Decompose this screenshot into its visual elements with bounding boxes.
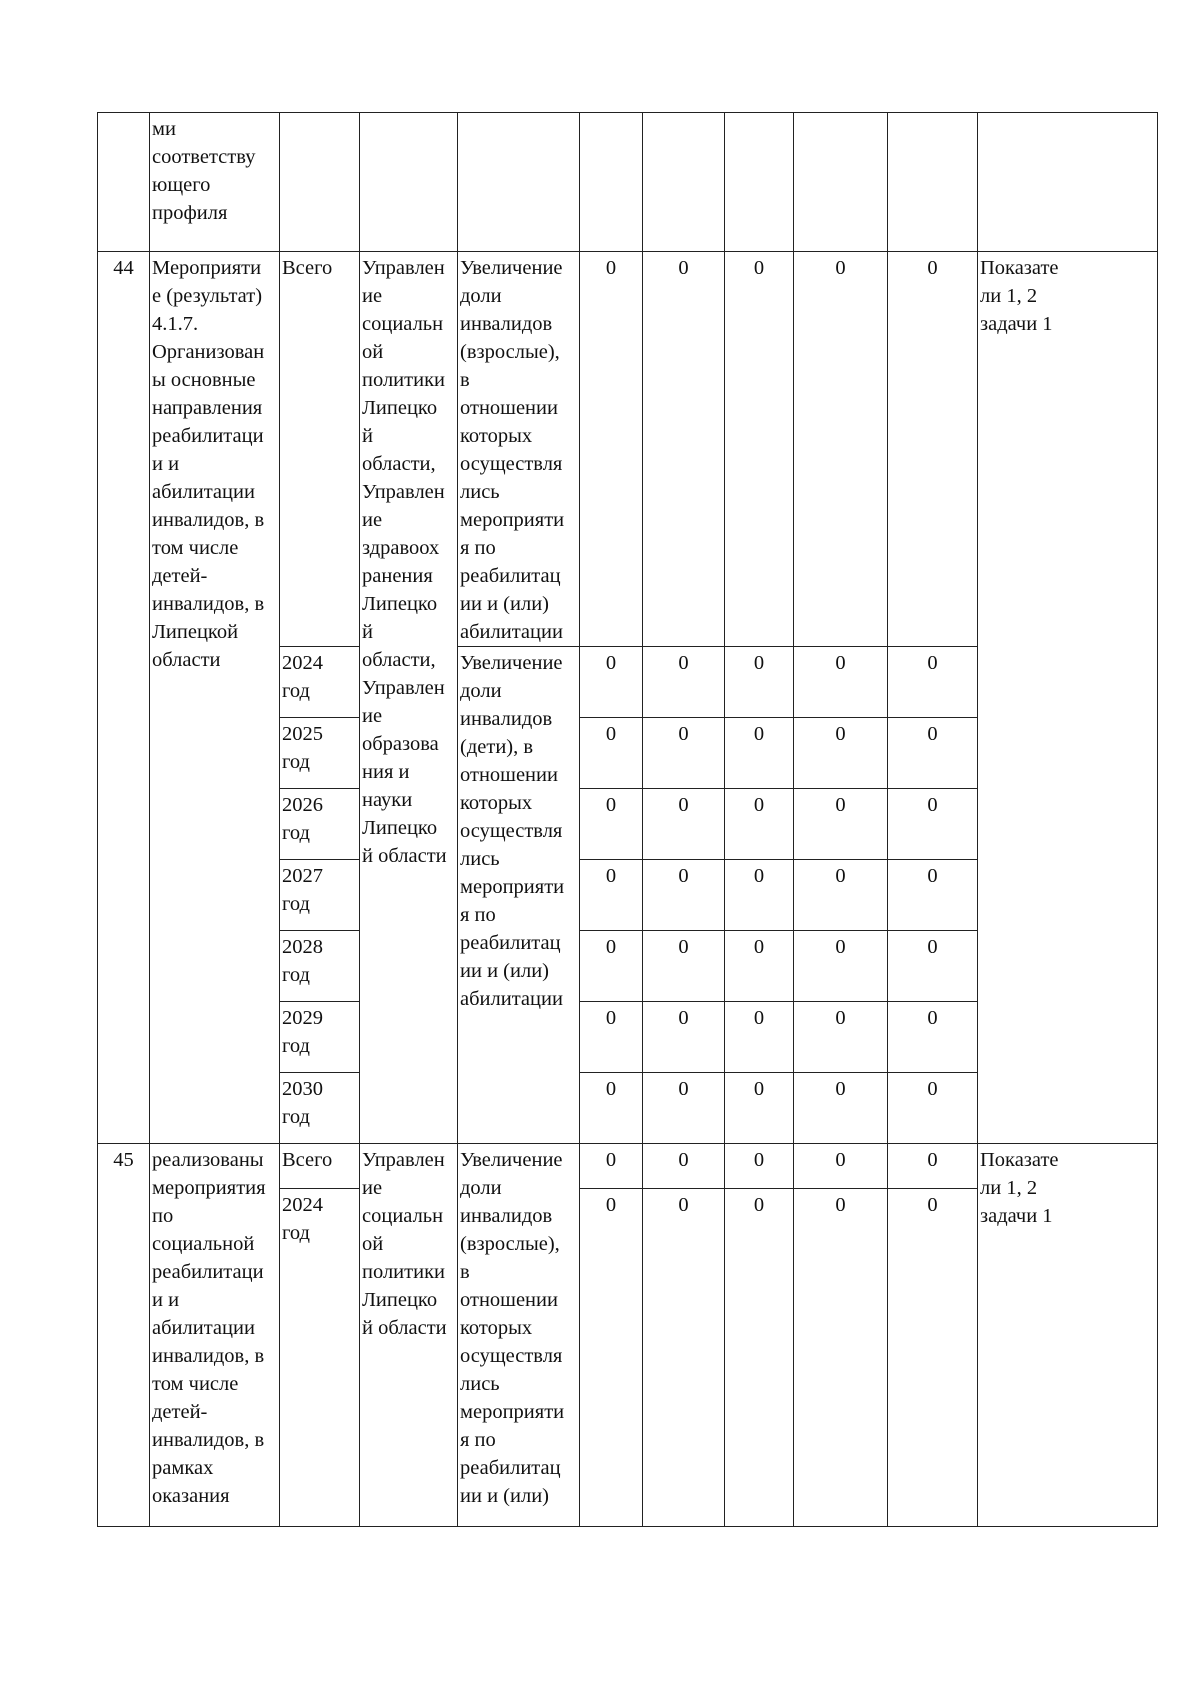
period-cell: Всего [280,1144,360,1189]
value-cell [888,113,978,252]
value-cell: 0 [725,860,794,931]
period-cell: 2029 год [280,1002,360,1073]
value-cell: 0 [888,1073,978,1144]
value-cell: 0 [888,647,978,718]
value-cell: 0 [888,1144,978,1189]
value-cell: 0 [580,1144,643,1189]
value-cell: 0 [580,1073,643,1144]
period-cell: 2028 год [280,931,360,1002]
executor-cell [360,113,458,252]
value-cell [643,113,725,252]
value-cell: 0 [580,647,643,718]
value-cell: 0 [643,718,725,789]
value-cell: 0 [725,1073,794,1144]
value-cell [580,113,643,252]
value-cell: 0 [725,1144,794,1189]
executor-cell: Управлен ие социальн ой политики Липецко й области [360,1144,458,1527]
period-cell: 2024 год [280,647,360,718]
value-cell: 0 [794,860,888,931]
value-cell [725,113,794,252]
value-cell: 0 [794,1189,888,1527]
value-cell [794,113,888,252]
value-cell: 0 [794,647,888,718]
value-cell: 0 [725,647,794,718]
value-cell: 0 [794,1144,888,1189]
value-cell: 0 [643,1144,725,1189]
period-cell: 2024 год [280,1189,360,1527]
value-cell: 0 [888,718,978,789]
value-cell: 0 [643,789,725,860]
value-cell: 0 [794,931,888,1002]
value-cell: 0 [580,789,643,860]
value-cell: 0 [888,1189,978,1527]
indicator-cell: Увеличение доли инвалидов (взрослые), в отношении которых осуществля лись мероприяти я по реабилитац ии и (или) абилитации [458,252,580,647]
table-row [98,1144,1158,1189]
value-cell: 0 [794,1002,888,1073]
value-cell: 0 [643,647,725,718]
indicator-cell: Увеличение доли инвалидов (дети), в отношении которых осуществля лись мероприяти я по реабилитац ии и (или) абилитации [458,647,580,1144]
value-cell: 0 [725,252,794,647]
row-number-cell: 44 [98,252,150,1144]
period-cell [280,113,360,252]
value-cell: 0 [888,252,978,647]
value-cell: 0 [794,1073,888,1144]
period-cell: 2025 год [280,718,360,789]
period-cell: 2030 год [280,1073,360,1144]
event-name-cell: ми соответству ющего профиля [150,113,280,252]
value-cell: 0 [643,1073,725,1144]
value-cell: 0 [794,789,888,860]
row-number-cell [98,113,150,252]
value-cell: 0 [888,931,978,1002]
value-cell: 0 [643,252,725,647]
value-cell: 0 [794,252,888,647]
value-cell: 0 [725,1002,794,1073]
link-cell [978,113,1158,252]
period-cell: Всего [280,252,360,647]
table-row [98,113,1158,252]
value-cell: 0 [643,931,725,1002]
value-cell: 0 [725,931,794,1002]
indicator-cell: Увеличение доли инвалидов (взрослые), в отношении которых осуществля лись мероприяти я по реабилитац ии и (или) [458,1144,580,1527]
value-cell: 0 [580,1002,643,1073]
link-cell: Показате ли 1, 2 задачи 1 [978,1144,1158,1527]
value-cell: 0 [580,860,643,931]
program-table [97,112,1158,1527]
event-name-cell: реализованы мероприятия по социальной реабилитаци и и абилитации инвалидов, в том числе детей- инвалидов, в рамках оказания [150,1144,280,1527]
value-cell: 0 [794,718,888,789]
period-cell: 2027 год [280,860,360,931]
value-cell: 0 [888,860,978,931]
value-cell: 0 [580,1189,643,1527]
period-cell: 2026 год [280,789,360,860]
indicator-cell [458,113,580,252]
value-cell: 0 [888,1002,978,1073]
value-cell: 0 [643,1002,725,1073]
row-number-cell: 45 [98,1144,150,1527]
value-cell: 0 [725,718,794,789]
value-cell: 0 [580,252,643,647]
link-cell: Показате ли 1, 2 задачи 1 [978,252,1158,1144]
executor-cell: Управлен ие социальн ой политики Липецко й области, Управлен ие здравоох ранения Липецко й области, Управлен ие образова ния и науки Липецко й области [360,252,458,1144]
event-name-cell: Мероприяти е (результат) 4.1.7. Организован ы основные направления реабилитаци и и абилитации инвалидов, в том числе детей- инвалидов, в Липецкой области [150,252,280,1144]
value-cell: 0 [580,718,643,789]
value-cell: 0 [888,789,978,860]
value-cell: 0 [725,1189,794,1527]
value-cell: 0 [643,1189,725,1527]
value-cell: 0 [580,931,643,1002]
table-row [98,252,1158,647]
value-cell: 0 [643,860,725,931]
value-cell: 0 [725,789,794,860]
